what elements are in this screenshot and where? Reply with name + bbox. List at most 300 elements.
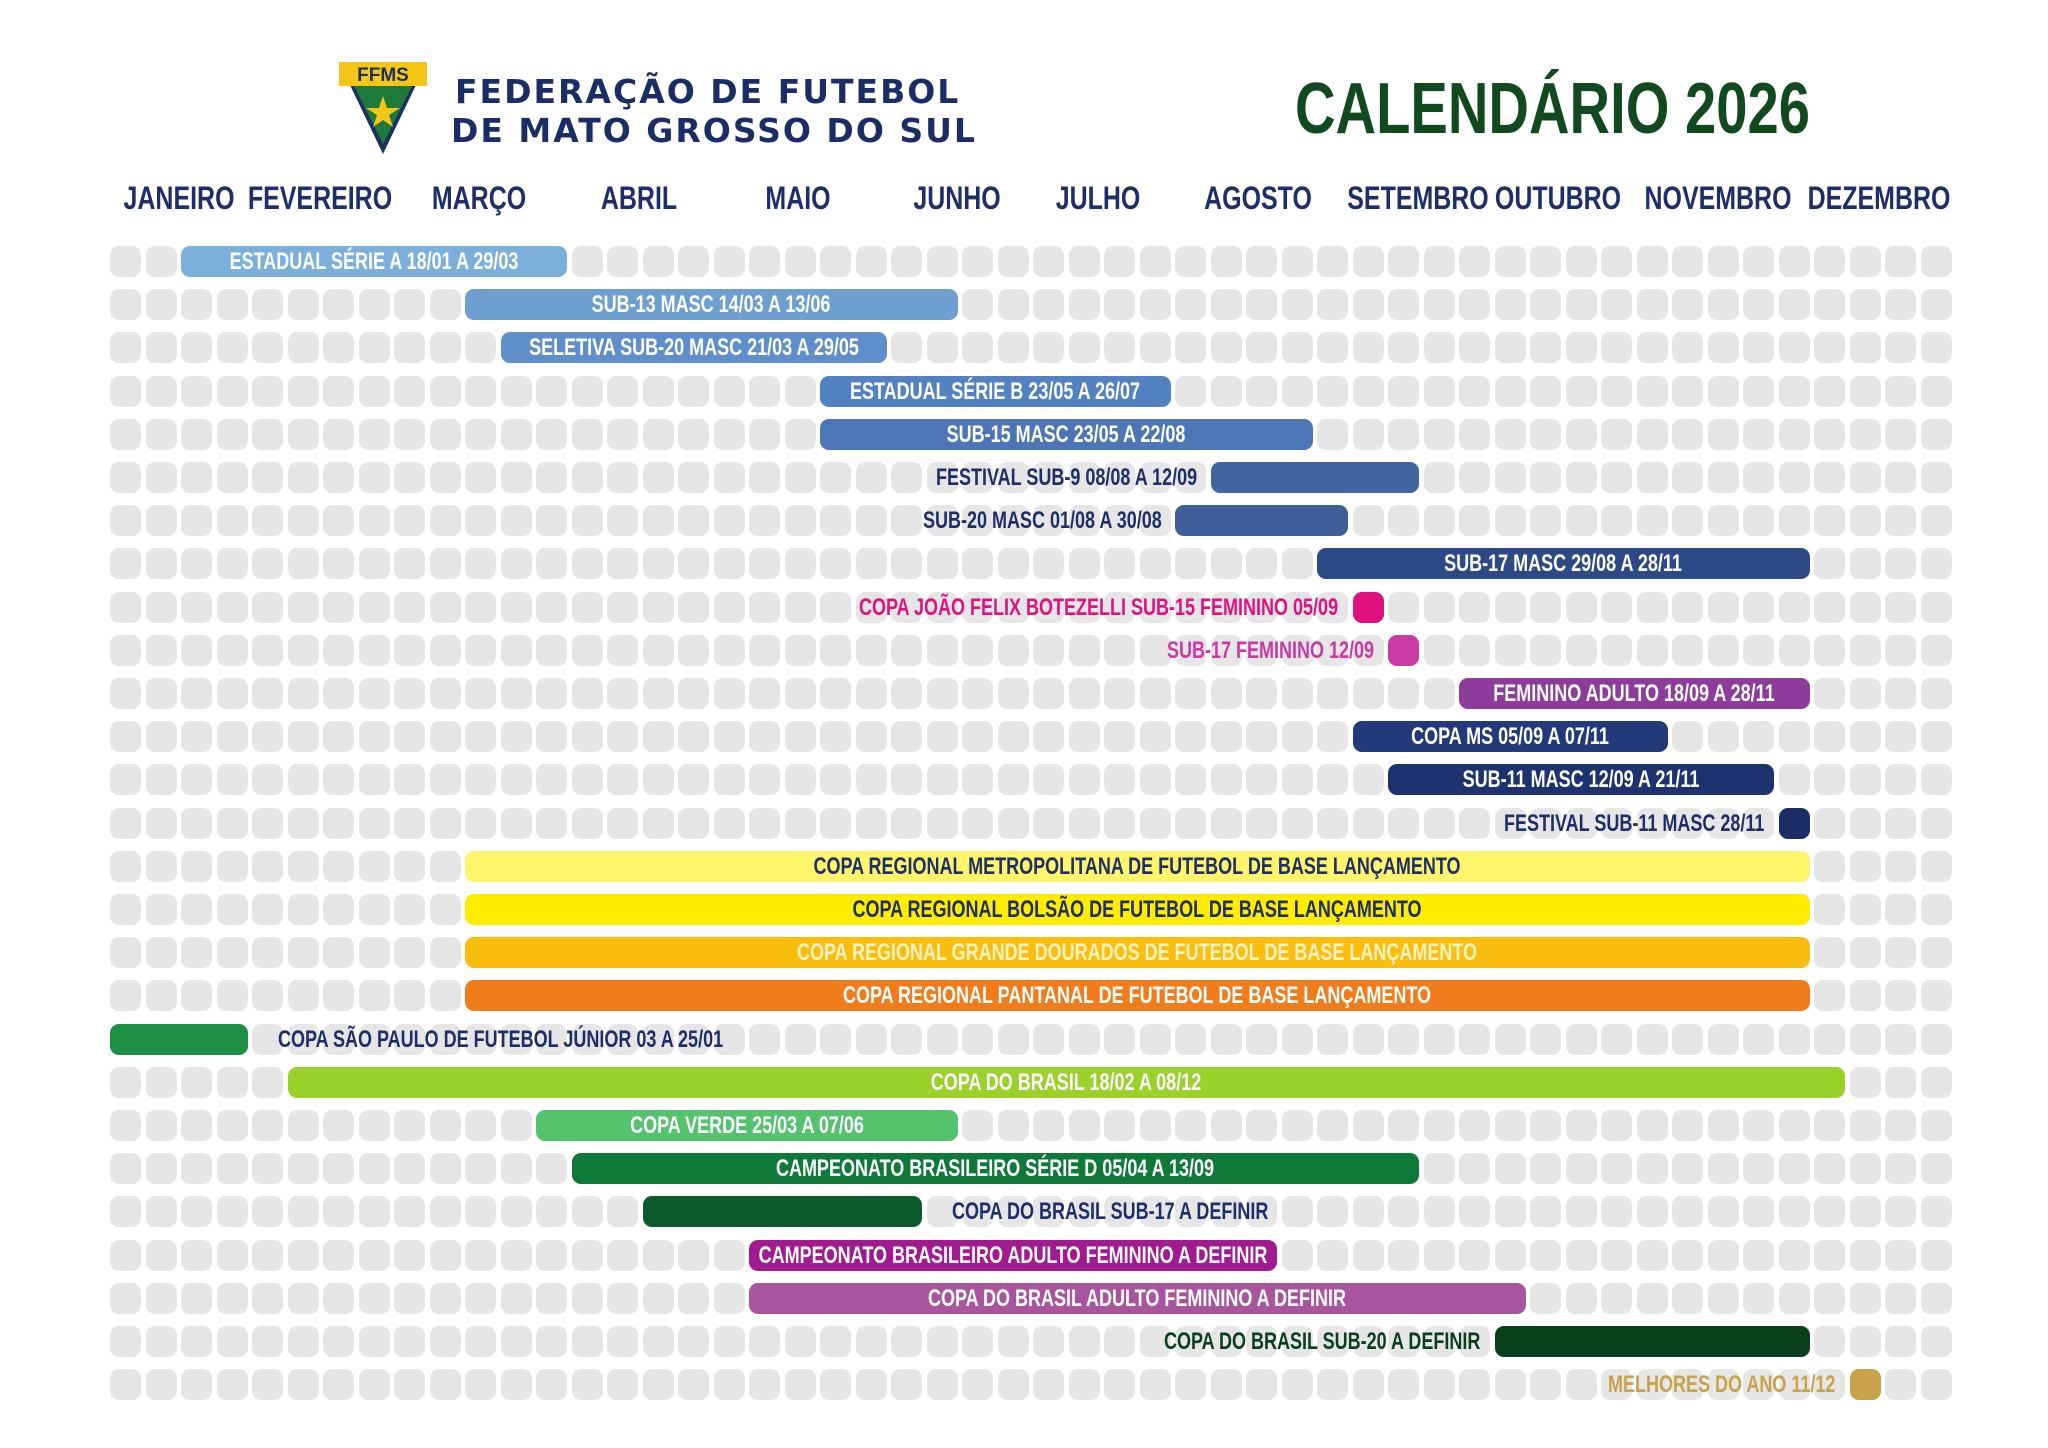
empty-week-cell [1779, 592, 1810, 623]
event-label: SUB-20 MASC 01/08 A 30/08 [922, 507, 1162, 535]
empty-week-cell [288, 894, 319, 925]
empty-week-cell [217, 894, 248, 925]
empty-week-cell [323, 808, 354, 839]
empty-week-cell [749, 548, 780, 579]
empty-week-cell [1104, 808, 1135, 839]
empty-week-cell [1104, 548, 1135, 579]
empty-week-cell [1424, 678, 1455, 709]
empty-week-cell [536, 1240, 567, 1271]
empty-week-cell [501, 419, 532, 450]
empty-week-cell [1459, 1110, 1490, 1141]
event-label: FEMININO ADULTO 18/09 A 28/11 [1493, 680, 1775, 707]
empty-week-cell [1921, 1240, 1952, 1271]
empty-week-cell [1211, 808, 1242, 839]
empty-week-cell [1814, 1240, 1845, 1271]
empty-week-cell [1743, 1110, 1774, 1141]
empty-week-cell [572, 808, 603, 839]
empty-week-cell [1637, 246, 1668, 277]
empty-week-cell [536, 376, 567, 407]
empty-week-cell [536, 764, 567, 795]
empty-week-cell [430, 1369, 461, 1400]
empty-week-cell [1246, 289, 1277, 320]
event-label: SUB-11 MASC 12/09 A 21/11 [1462, 766, 1700, 794]
empty-week-cell [465, 462, 496, 493]
empty-week-cell [146, 808, 177, 839]
empty-week-cell [1814, 462, 1845, 493]
empty-week-cell [536, 1153, 567, 1184]
empty-week-cell [1388, 376, 1419, 407]
empty-week-cell [1850, 548, 1881, 579]
empty-week-cell [1495, 332, 1526, 363]
empty-week-cell [1672, 1153, 1703, 1184]
empty-week-cell [1850, 1024, 1881, 1055]
empty-week-cell [110, 592, 141, 623]
empty-week-cell [1353, 1024, 1384, 1055]
empty-week-cell [181, 592, 212, 623]
empty-week-cell [1175, 1369, 1206, 1400]
empty-week-cell [1850, 289, 1881, 320]
empty-week-cell [323, 635, 354, 666]
empty-week-cell [1566, 1283, 1597, 1314]
empty-week-cell [1814, 678, 1845, 709]
empty-week-cell [1353, 1240, 1384, 1271]
empty-week-cell [430, 1326, 461, 1357]
empty-week-cell [1140, 1369, 1171, 1400]
empty-week-cell [1246, 1110, 1277, 1141]
event-label: COPA DO BRASIL SUB-17 A DEFINIR [952, 1198, 1269, 1226]
month-11: NOVEMBRO [1644, 180, 1792, 216]
empty-week-cell [1353, 764, 1384, 795]
empty-week-cell [1850, 332, 1881, 363]
event-bar [1175, 505, 1348, 536]
empty-week-cell [607, 462, 638, 493]
empty-week-cell [1637, 289, 1668, 320]
empty-week-cell [1388, 1024, 1419, 1055]
empty-week-cell [465, 678, 496, 709]
empty-week-cell [1672, 592, 1703, 623]
month-9: SETEMBRO [1347, 180, 1489, 216]
empty-week-cell [643, 505, 674, 536]
empty-week-cell [1140, 246, 1171, 277]
empty-week-cell [252, 980, 283, 1011]
month-6: JUNHO [913, 180, 1001, 216]
empty-week-cell [607, 592, 638, 623]
empty-week-cell [359, 635, 390, 666]
empty-week-cell [1459, 1153, 1490, 1184]
empty-week-cell [501, 721, 532, 752]
empty-week-cell [856, 721, 887, 752]
empty-week-cell [1601, 419, 1632, 450]
event-label: SELETIVA SUB-20 MASC 21/03 A 29/05 [528, 334, 859, 362]
empty-week-cell [1424, 419, 1455, 450]
empty-week-cell [1885, 1240, 1916, 1271]
empty-week-cell [323, 332, 354, 363]
empty-week-cell [1566, 419, 1597, 450]
empty-week-cell [323, 721, 354, 752]
empty-week-cell [820, 635, 851, 666]
empty-week-cell [1814, 1283, 1845, 1314]
empty-week-cell [891, 721, 922, 752]
empty-week-cell [785, 808, 816, 839]
empty-week-cell [1246, 376, 1277, 407]
empty-week-cell [998, 1369, 1029, 1400]
empty-week-cell [1637, 1240, 1668, 1271]
empty-week-cell [1282, 1240, 1313, 1271]
empty-week-cell [643, 678, 674, 709]
empty-week-cell [217, 851, 248, 882]
empty-week-cell [1708, 1196, 1739, 1227]
empty-week-cell [181, 462, 212, 493]
empty-week-cell [1033, 808, 1064, 839]
empty-week-cell [927, 1024, 958, 1055]
empty-week-cell [359, 1369, 390, 1400]
empty-week-cell [1885, 1369, 1916, 1400]
empty-week-cell [501, 548, 532, 579]
empty-week-cell [1672, 1240, 1703, 1271]
empty-week-cell [181, 721, 212, 752]
empty-week-cell [1814, 721, 1845, 752]
empty-week-cell [1317, 1240, 1348, 1271]
empty-week-cell [217, 1326, 248, 1357]
empty-week-cell [1885, 332, 1916, 363]
empty-week-cell [217, 332, 248, 363]
empty-week-cell [1779, 376, 1810, 407]
empty-week-cell [465, 1196, 496, 1227]
empty-week-cell [1601, 1110, 1632, 1141]
empty-week-cell [146, 1283, 177, 1314]
empty-week-cell [678, 376, 709, 407]
empty-week-cell [607, 505, 638, 536]
empty-week-cell [252, 1153, 283, 1184]
empty-week-cell [1601, 1283, 1632, 1314]
empty-week-cell [1637, 1110, 1668, 1141]
empty-week-cell [1885, 246, 1916, 277]
empty-week-cell [1282, 1196, 1313, 1227]
empty-week-cell [217, 635, 248, 666]
empty-week-cell [1779, 1024, 1810, 1055]
empty-week-cell [678, 808, 709, 839]
empty-week-cell [1601, 635, 1632, 666]
empty-week-cell [288, 1110, 319, 1141]
empty-week-cell [1779, 289, 1810, 320]
empty-week-cell [1885, 635, 1916, 666]
empty-week-cell [1530, 505, 1561, 536]
empty-week-cell [1885, 894, 1916, 925]
empty-week-cell [785, 419, 816, 450]
empty-week-cell [1353, 505, 1384, 536]
empty-week-cell [465, 332, 496, 363]
empty-week-cell [1033, 1326, 1064, 1357]
empty-week-cell [1246, 721, 1277, 752]
empty-week-cell [110, 1369, 141, 1400]
empty-week-cell [394, 332, 425, 363]
empty-week-cell [181, 635, 212, 666]
empty-week-cell [962, 1024, 993, 1055]
empty-week-cell [146, 894, 177, 925]
empty-week-cell [1885, 1283, 1916, 1314]
empty-week-cell [1637, 635, 1668, 666]
empty-week-cell [856, 678, 887, 709]
empty-week-cell [714, 1369, 745, 1400]
empty-week-cell [998, 548, 1029, 579]
empty-week-cell [1708, 332, 1739, 363]
empty-week-cell [1708, 592, 1739, 623]
empty-week-cell [1530, 1369, 1561, 1400]
empty-week-cell [785, 764, 816, 795]
empty-week-cell [1850, 246, 1881, 277]
empty-week-cell [146, 462, 177, 493]
empty-week-cell [714, 419, 745, 450]
empty-week-cell [217, 1196, 248, 1227]
empty-week-cell [288, 1326, 319, 1357]
event-label: COPA SÃO PAULO DE FUTEBOL JÚNIOR 03 A 25/01 [277, 1025, 723, 1053]
empty-week-cell [1069, 289, 1100, 320]
empty-week-cell [1921, 678, 1952, 709]
empty-week-cell [323, 1326, 354, 1357]
empty-week-cell [323, 1110, 354, 1141]
empty-week-cell [1708, 1153, 1739, 1184]
empty-week-cell [1885, 980, 1916, 1011]
empty-week-cell [181, 548, 212, 579]
empty-week-cell [323, 980, 354, 1011]
empty-week-cell [1495, 246, 1526, 277]
empty-week-cell [217, 592, 248, 623]
empty-week-cell [1140, 808, 1171, 839]
empty-week-cell [1814, 419, 1845, 450]
empty-week-cell [643, 635, 674, 666]
empty-week-cell [1921, 1196, 1952, 1227]
empty-week-cell [501, 1369, 532, 1400]
empty-week-cell [1033, 678, 1064, 709]
empty-week-cell [927, 548, 958, 579]
empty-week-cell [536, 462, 567, 493]
empty-week-cell [714, 592, 745, 623]
empty-week-cell [1743, 592, 1774, 623]
event-bar [1211, 462, 1420, 493]
empty-week-cell [1033, 332, 1064, 363]
empty-week-cell [1637, 505, 1668, 536]
empty-week-cell [1459, 376, 1490, 407]
empty-week-cell [820, 548, 851, 579]
empty-week-cell [1282, 1110, 1313, 1141]
empty-week-cell [891, 332, 922, 363]
empty-week-cell [217, 764, 248, 795]
month-7: JULHO [1055, 180, 1141, 216]
empty-week-cell [1388, 505, 1419, 536]
empty-week-cell [1779, 1110, 1810, 1141]
empty-week-cell [572, 721, 603, 752]
empty-week-cell [252, 937, 283, 968]
empty-week-cell [181, 1153, 212, 1184]
empty-week-cell [1708, 1024, 1739, 1055]
empty-week-cell [288, 1240, 319, 1271]
event-bar [1353, 592, 1384, 623]
empty-week-cell [1885, 1024, 1916, 1055]
empty-week-cell [1708, 1110, 1739, 1141]
empty-week-cell [323, 505, 354, 536]
empty-week-cell [359, 937, 390, 968]
empty-week-cell [891, 548, 922, 579]
empty-week-cell [146, 1110, 177, 1141]
empty-week-cell [146, 1240, 177, 1271]
empty-week-cell [536, 1283, 567, 1314]
empty-week-cell [1424, 289, 1455, 320]
empty-week-cell [1779, 721, 1810, 752]
empty-week-cell [607, 764, 638, 795]
empty-week-cell [962, 246, 993, 277]
empty-week-cell [1530, 289, 1561, 320]
empty-week-cell [856, 548, 887, 579]
empty-week-cell [820, 721, 851, 752]
empty-week-cell [927, 764, 958, 795]
event-label: COPA DO BRASIL SUB-20 A DEFINIR [1164, 1328, 1481, 1355]
empty-week-cell [1708, 1240, 1739, 1271]
empty-week-cell [678, 1326, 709, 1357]
month-12: DEZEMBRO [1807, 180, 1951, 216]
empty-week-cell [359, 764, 390, 795]
empty-week-cell [1708, 635, 1739, 666]
empty-week-cell [1246, 1369, 1277, 1400]
empty-week-cell [749, 678, 780, 709]
empty-week-cell [1495, 462, 1526, 493]
empty-week-cell [288, 851, 319, 882]
empty-week-cell [1743, 376, 1774, 407]
empty-week-cell [1530, 1153, 1561, 1184]
event-bar [110, 1024, 248, 1055]
empty-week-cell [252, 894, 283, 925]
empty-week-cell [572, 505, 603, 536]
empty-week-cell [1317, 419, 1348, 450]
empty-week-cell [1317, 1024, 1348, 1055]
empty-week-cell [146, 505, 177, 536]
empty-week-cell [1672, 289, 1703, 320]
empty-week-cell [856, 1024, 887, 1055]
empty-week-cell [927, 332, 958, 363]
empty-week-cell [1388, 808, 1419, 839]
empty-week-cell [1104, 721, 1135, 752]
empty-week-cell [1779, 1196, 1810, 1227]
empty-week-cell [323, 937, 354, 968]
empty-week-cell [430, 937, 461, 968]
empty-week-cell [217, 289, 248, 320]
empty-week-cell [1388, 592, 1419, 623]
empty-week-cell [643, 721, 674, 752]
empty-week-cell [856, 462, 887, 493]
empty-week-cell [1850, 462, 1881, 493]
empty-week-cell [643, 548, 674, 579]
empty-week-cell [1104, 1369, 1135, 1400]
empty-week-cell [1211, 289, 1242, 320]
empty-week-cell [252, 1283, 283, 1314]
empty-week-cell [181, 808, 212, 839]
empty-week-cell [181, 1240, 212, 1271]
empty-week-cell [1211, 332, 1242, 363]
empty-week-cell [1424, 332, 1455, 363]
empty-week-cell [1814, 1153, 1845, 1184]
empty-week-cell [252, 462, 283, 493]
empty-week-cell [146, 289, 177, 320]
empty-week-cell [1601, 505, 1632, 536]
empty-week-cell [749, 721, 780, 752]
empty-week-cell [1246, 1024, 1277, 1055]
empty-week-cell [1566, 635, 1597, 666]
empty-week-cell [1317, 289, 1348, 320]
empty-week-cell [607, 1326, 638, 1357]
empty-week-cell [501, 505, 532, 536]
empty-week-cell [1637, 462, 1668, 493]
empty-week-cell [252, 592, 283, 623]
empty-week-cell [572, 635, 603, 666]
empty-week-cell [110, 721, 141, 752]
empty-week-cell [1175, 764, 1206, 795]
empty-week-cell [1814, 937, 1845, 968]
empty-week-cell [1459, 1240, 1490, 1271]
empty-week-cell [430, 808, 461, 839]
empty-week-cell [217, 505, 248, 536]
empty-week-cell [678, 548, 709, 579]
empty-week-cell [501, 1196, 532, 1227]
empty-week-cell [1814, 548, 1845, 579]
empty-week-cell [1885, 678, 1916, 709]
empty-week-cell [217, 1153, 248, 1184]
empty-week-cell [1424, 376, 1455, 407]
empty-week-cell [288, 592, 319, 623]
event-label: COPA DO BRASIL ADULTO FEMININO A DEFINIR [928, 1284, 1347, 1312]
empty-week-cell [678, 721, 709, 752]
empty-week-cell [1779, 246, 1810, 277]
empty-week-cell [536, 548, 567, 579]
empty-week-cell [430, 635, 461, 666]
empty-week-cell [501, 1326, 532, 1357]
empty-week-cell [1495, 592, 1526, 623]
empty-week-cell [572, 764, 603, 795]
empty-week-cell [288, 462, 319, 493]
empty-week-cell [891, 764, 922, 795]
empty-week-cell [1175, 548, 1206, 579]
empty-week-cell [394, 419, 425, 450]
empty-week-cell [1424, 635, 1455, 666]
empty-week-cell [572, 1196, 603, 1227]
empty-week-cell [1672, 635, 1703, 666]
empty-week-cell [1601, 246, 1632, 277]
empty-week-cell [1317, 764, 1348, 795]
empty-week-cell [1104, 289, 1135, 320]
empty-week-cell [643, 246, 674, 277]
empty-week-cell [501, 678, 532, 709]
empty-week-cell [323, 548, 354, 579]
empty-week-cell [1175, 678, 1206, 709]
empty-week-cell [323, 764, 354, 795]
empty-week-cell [146, 1153, 177, 1184]
empty-week-cell [146, 678, 177, 709]
empty-week-cell [856, 1369, 887, 1400]
empty-week-cell [252, 548, 283, 579]
empty-week-cell [785, 721, 816, 752]
empty-week-cell [1317, 246, 1348, 277]
empty-week-cell [962, 635, 993, 666]
empty-week-cell [1743, 246, 1774, 277]
empty-week-cell [288, 1283, 319, 1314]
empty-week-cell [1317, 332, 1348, 363]
empty-week-cell [1353, 376, 1384, 407]
empty-week-cell [1424, 592, 1455, 623]
empty-week-cell [110, 764, 141, 795]
empty-week-cell [1921, 505, 1952, 536]
empty-week-cell [643, 419, 674, 450]
empty-week-cell [1885, 851, 1916, 882]
empty-week-cell [1459, 289, 1490, 320]
empty-week-cell [394, 289, 425, 320]
